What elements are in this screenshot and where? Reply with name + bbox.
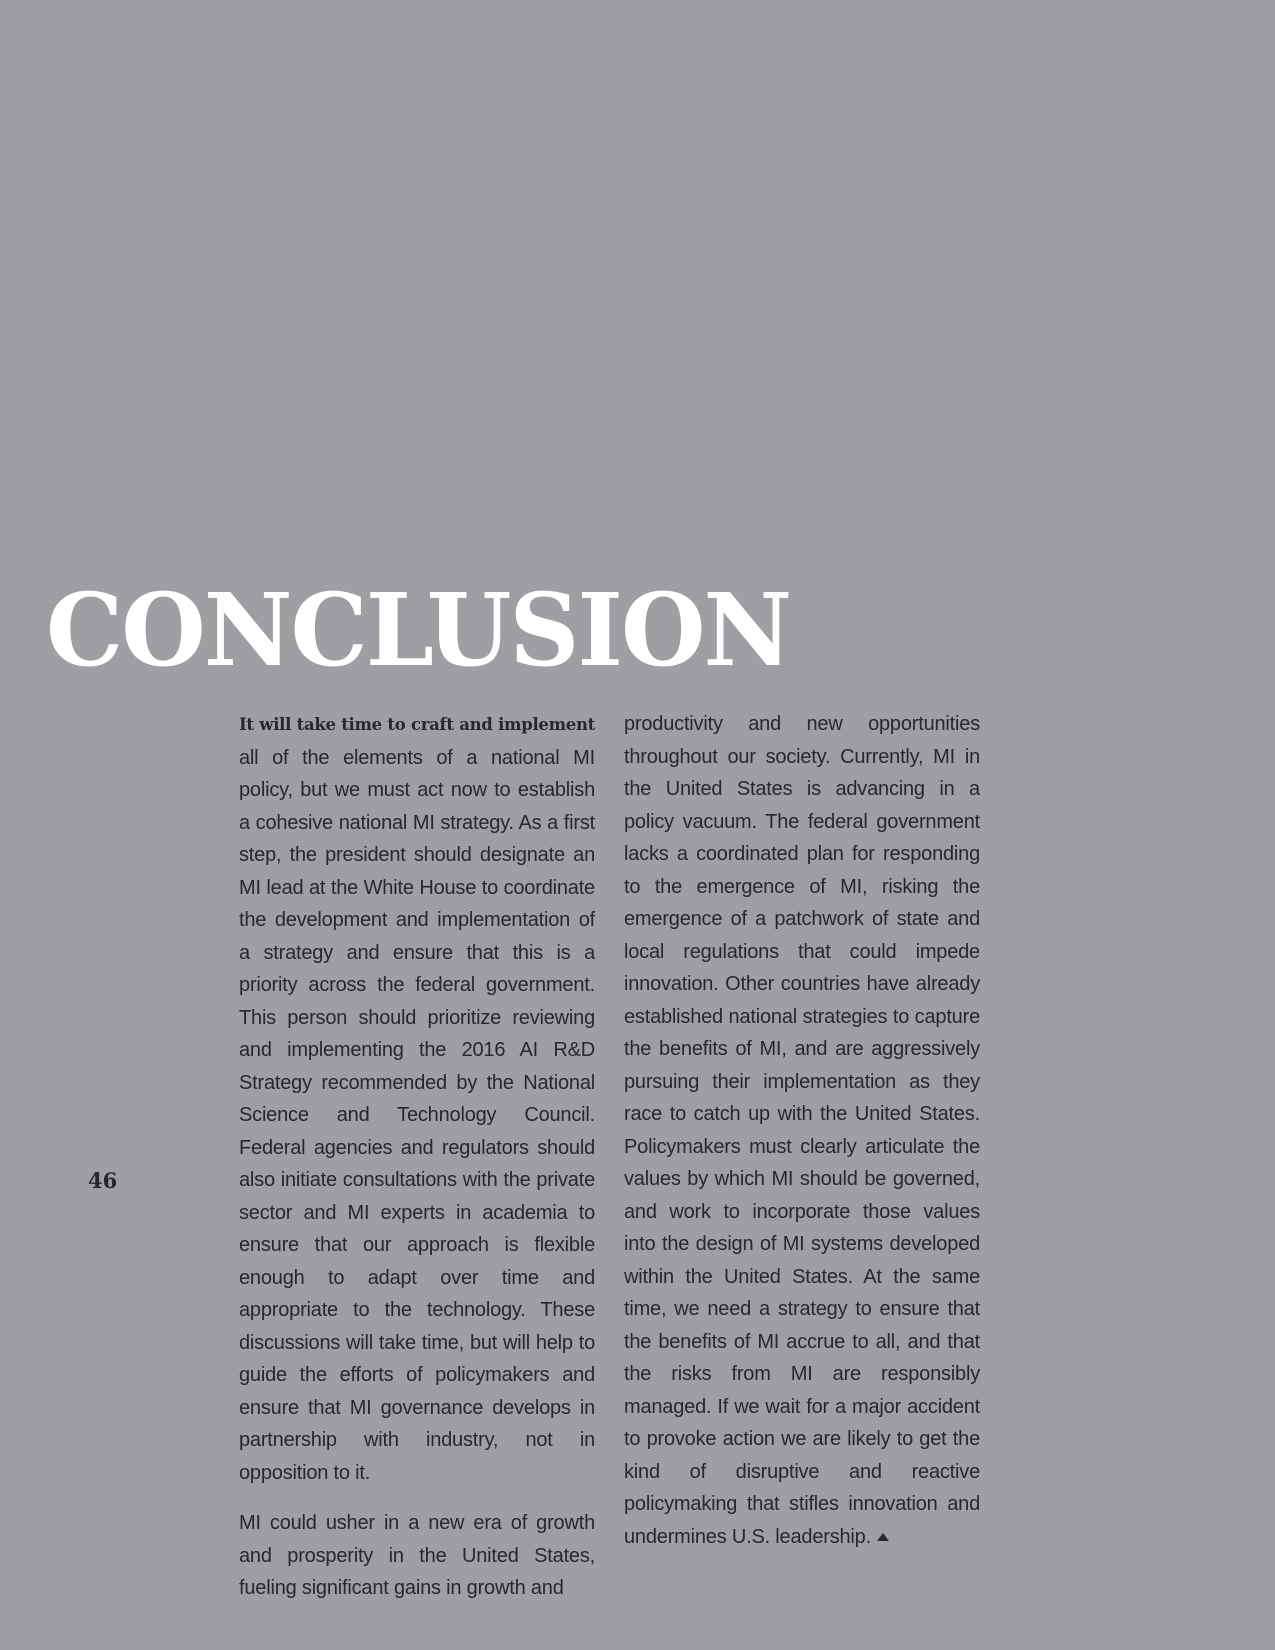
paragraph-2-continued	[624, 708, 980, 1553]
paragraph-2-text: productivity and new opportunities throughout our society. Currently, MI in the United States is advancing in a policy vacuum. The federal government lacks a coordinated plan for responding to the emergence of MI, risking the emergence of a patchwork of state and local regulations that could impede innovation. Other countries have already established national strategies to capture the benefits of MI, and are aggressively pursuing their implementation as they race to catch up with the United States. Policymakers must clearly articulate the values by which MI should be governed, and work to incorporate those values into the design of MI systems developed within the United States. At the same time, we need a strategy to ensure that the benefits of MI accrue to all, and that the risks from MI are responsibly managed. If we wait for a major accident to provoke action we are likely to get the kind of disruptive and reactive policymaking that stifles innovation and undermines U.S. leadership.	[624, 713, 980, 1548]
paragraph-1-text: all of the elements of a national MI policy, but we must act now to establish a cohesive national MI strategy. As a first step, the president should designate an MI lead at the White House to coordinate the development and implementation of a strategy and ensure that this is a priority across the federal government. This person should prioritize reviewing and implementing the 2016 AI R&D Strategy recommended by the National Science and Technology Council. Federal agencies and regulators should also initiate consultations with the private sector and MI experts in academia to ensure that our approach is flexible enough to adapt over time and appropriate to the technology. These discussions will take time, but will help to guide the efforts of policymakers and ensure that MI governance develops in partnership with industry, not in opposition to it.	[239, 746, 595, 1484]
page-title: CONCLUSION	[46, 571, 791, 689]
page-number: 46	[88, 1168, 118, 1193]
lead-in-text: It will take time to craft and implement	[239, 715, 595, 734]
paragraph-2-start: MI could usher in a new era of growth and prosperity in the United States, fueling significant gains in growth and	[239, 1512, 595, 1599]
paragraph-1	[239, 708, 595, 1489]
text-column-left	[239, 708, 595, 1605]
end-of-article-triangle-icon	[877, 1533, 889, 1541]
text-column-right	[624, 708, 980, 1553]
